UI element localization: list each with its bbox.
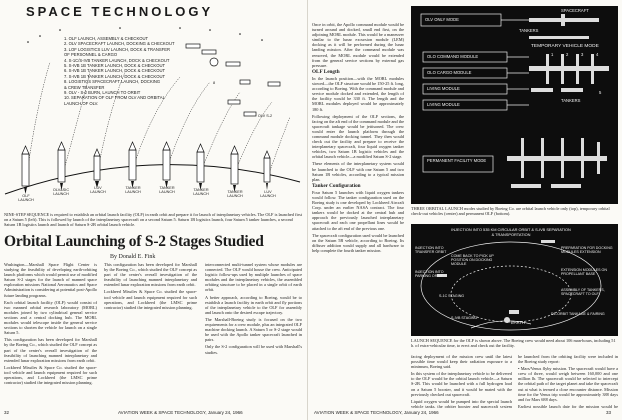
paragraph: A better approach, according to Boeing, would be to establish a launch facility in earth orbit and fly portions of the interplanetary vehicle to the OLF for assembly and launch onto the desired escape trajectory. — [205, 294, 302, 315]
mode-label: PERMANENT FACILITY MODE — [427, 158, 487, 163]
orbit-label: S-IVB STAGING — [451, 316, 478, 320]
orbit-label: OLV S-2 — [257, 114, 273, 118]
launcher-label: LUV LAUNCH — [260, 190, 276, 199]
article-column-2 — [104, 262, 197, 406]
launcher-label: LUV LAUNCH — [90, 186, 106, 195]
article-column-5 — [411, 354, 512, 408]
diagram-legend — [64, 36, 175, 106]
legend-line: 9. OLV - S-2 BURN, LAUNCH TO ORBIT — [64, 90, 141, 96]
launcher-label: TANKER LAUNCH — [227, 190, 243, 199]
mode-label: OLV ONLY MODE — [425, 17, 459, 22]
paragraph: • Mars/Venus flyby mission. The spacecraft would have a crew of three, would weigh between 160,000 and one million lb. The spacecraft would be selected to intercept the orbital path of the target planet and take the spacecraft out at what is termed a close encounter distance. Mission time for the Venus trip would be approximately 388 days and for Mars 688 days. — [518, 366, 618, 402]
legend-line: & CREW TRANSFER — [64, 84, 105, 90]
mode-number: 4 — [596, 52, 599, 57]
orbit-label: INJECTION INTO TRANSFER ORBIT — [415, 246, 447, 254]
orbit-label: EARTH — [511, 320, 526, 325]
mode-label: OLO COMMAND MODULE — [427, 54, 479, 59]
mode-label: OLO CARGO MODULE — [427, 70, 472, 75]
legend-line: LAUNCH OF OLV. — [64, 100, 99, 106]
article-column-3 — [205, 262, 302, 406]
launch-sequence-caption: LAUNCH SEQUENCE for the OLF is shown above. The Boeing crew would need about 106 man-hours, including 51 h. of extra-vehicular time, to erect and check out the facility. — [411, 338, 616, 348]
launcher-label: TANKER LAUNCH — [193, 188, 209, 197]
orbit-label: INJECTION INTO 535 KM CIRCULAR ORBIT & S-IVB SEPARATION & TRANSPORTATION — [451, 227, 571, 237]
mode-label: TANKERS — [519, 28, 539, 33]
article-headline: Orbital Launching of S-2 Stages Studied — [4, 233, 264, 250]
paragraph: This configuration has been developed for Marshall by the Boeing Co., which studied the OLF concept as part of the center's overall investigation of the feasibility of launching manned interplanetary and extended lunar exploration missions from earth orbit. — [4, 337, 97, 363]
mode-number: 2 — [566, 52, 569, 57]
paragraph: Liquid oxygen would be pumped into the special launch vehicle tanks, the orbiter booster and spacecraft system — [411, 398, 512, 408]
paragraph: In the launch position—with the MORL modules stowed—the OLF structure would be 150-25 ft. long, according to Boeing. With the command module and service module docked and extended, the length of the facility would be 330 ft. The length and the MORL modules deployed would be approximately 180 ft. — [312, 75, 404, 112]
article-column-1 — [4, 262, 97, 406]
paragraph: Each orbital launch facility (OLF) would consist of two manned orbital research laboratory (MORL) modules joined by two cylindrical general service sections and a central docking hub. The MORL modules would telescope inside the general service sections to shorten the vehicle for launch on a single Saturn 5. — [4, 299, 97, 336]
legend-line: 1. OLF LAUNCH, ASSEMBLY & CHECKOUT — [64, 36, 149, 41]
orbit-label: EXTENSION MODULES ON PROPELLANT BASE — [561, 268, 607, 276]
mode-label: TEMPORARY VEHICLE MODE — [531, 44, 599, 49]
footer-right: AVIATION WEEK & SPACE TECHNOLOGY, January 24, 1966 — [314, 410, 439, 415]
article-column-6 — [518, 354, 618, 408]
orbit-label: COME BACK TO PICK UP POSITION ON DOCKING MODULE — [451, 254, 494, 266]
subhead: OLF Length — [312, 68, 340, 75]
footer-left: AVIATION WEEK & SPACE TECHNOLOGY, January 24, 1966 — [118, 410, 243, 415]
orbit-label: INJECTION INTO PARKING ORBIT — [415, 270, 444, 278]
article-byline: By Donald E. Fink — [110, 254, 156, 260]
paragraph: In this system of the interplanetary vehicle to be delivered to the OLF would be the orbital launch vehicle—a Saturn S-2B. This would be launched with a full hydrogen load on a Saturn 5 booster, and it would be mated with the previously checked out spacecraft. — [411, 371, 512, 397]
section-title: SPACE TECHNOLOGY — [26, 4, 214, 19]
mode-label: SPACECRAFT — [561, 8, 589, 13]
orbit-label: DE-ORBIT TANKAGE & FAIRING — [551, 312, 605, 316]
page-number-left: 32 — [4, 410, 10, 415]
paragraph: Only the S-2 configuration will be used with Marshall's studies. — [205, 344, 302, 355]
legend-line: 4. S-1C/S-IVB TANKER LAUNCH, DOCK & CHECKOUT — [64, 57, 170, 63]
paragraph: Lockheed Missiles & Space Co. studied the space-tool vehicle and launch equipment required for such operations, and Lockheed (the LMSC prime contractor) studied the integrated mission planning. — [104, 289, 197, 310]
launch-sequence-diagram — [0, 22, 305, 217]
orbit-number: 8 — [212, 81, 216, 85]
legend-line: 10. SEPARATION OF OLF FROM OLV AND ORBITAL — [64, 95, 165, 101]
orbital-modes-diagram — [411, 6, 618, 204]
paragraph: Washington—Marshall Space Flight Center is studying the feasibility of developing earth-orbiting launch platforms which would permit use of modified Saturn S-2 stages for the launch of manned space exploration missions National Aeronautics and Space Administration is considering at potential post-Apollo future landing programs. — [4, 262, 97, 298]
orbit-label: S-1C STAGING — [439, 294, 465, 298]
paragraph: The Marshall-Boeing study is focused on the two requirements for a crew module, plus an integrated OLF machine docking launch. A Saturn 5 or S-2 stage would be used with the Apollo tanker spacecraft launched in pairs. — [205, 316, 302, 343]
launcher-label: TANKER LAUNCH — [125, 186, 141, 195]
legend-line: OF PERSONNEL & CARGO — [64, 52, 118, 58]
legend-line: 5. S-IVB 1B TANKER LAUNCH, DOCK & CHECKOUT — [64, 63, 166, 69]
paragraph: facing deployment of the mission crew until the latest possible time would keep their radiation exposure to a minimum, Boeing said. — [411, 354, 512, 370]
mode-number: 3 — [581, 52, 584, 57]
launch-sequence-orbit-diagram — [411, 224, 618, 336]
mode-number: 5 — [599, 90, 602, 95]
mode-label: LIVING MODULE — [427, 86, 460, 91]
orbit-label: ASSEMBLY OF TANKERS, SPACECRAFT TO OLF — [561, 288, 605, 296]
page-gutter — [307, 0, 308, 420]
paragraph: be launched from the orbiting facility were included in the Boeing study report: — [518, 354, 618, 365]
mode-label: TANKERS — [561, 98, 581, 103]
legend-line: 2. OLV SPACECRAFT LAUNCH, DOCKING & CHECKOUT — [64, 41, 175, 47]
paragraph: Four Saturn 5 launches with liquid oxygen tankers would follow. The tanker configuration used on the Boeing study is one developed by Lockheed Aircraft Corp. under an earlier NASA contract. The four tankers would be docked at the central hub and approach the previously launched interplanetary spacecraft and each one propellant lines would be attached to the aft end of the previous one. — [312, 189, 404, 231]
subhead: Tanker Configuration — [312, 182, 361, 189]
launcher-label: OLV&SIC LAUNCH — [52, 188, 70, 197]
paragraph: The spacecraft configuration used would be launched on the Saturn 5B vehicle, according to Boeing. Its diffuser addition would supply and all hardware to help complete the fourth tanker mission. — [312, 232, 404, 253]
paragraph: Earliest possible launch date for the mission would be — [518, 403, 618, 408]
orbital-modes-caption: THREE ORBITAL LAUNCH modes studied by Boeing Co. are orbital launch vehicle only (top), temporary orbital check-out vehicles (center) and permanent OLF (bottom). — [411, 206, 610, 216]
paragraph: These elements of the interplanetary system would be launched to the OLF with one Saturn 5 and two Saturn 1B vehicles, according to a typical mission plan. — [312, 161, 404, 182]
legend-line: 3. LOF LOGISTICS LUV LAUNCH, DOCK & TRANSFER — [64, 46, 171, 52]
paragraph: Lockheed Missiles & Space Co. studied the space-tool vehicle and launch equipment required for such operations, and Lockheed (the LMSC prime contractor) studied the integrated mission planning. — [4, 364, 97, 386]
page-number-right: 33 — [606, 410, 612, 415]
mode-label: LIVING MODULE — [427, 102, 460, 107]
launcher-label: OLF LAUNCH — [18, 194, 34, 203]
paragraph: Following deployment of the OLF sections, the facing on the aft end of the command module and the spacecraft tankage would be jettisoned. The crew would enter the launch platform through the command module docking tunnel. They then would check out the facility and prepare to receive the interplanetary spacecraft, four liquid oxygen tanker vehicles, two Saturn 1B logistic vehicles and the orbital launch vehicle—a modified Saturn S-2 stage. — [312, 113, 404, 160]
diagram-caption: NINE-STEP SEQUENCE is required to establish an orbital launch facility (OLF) in earth orbit and prepare it for launch of interplanetary vehicles. The OLF is launched first on a Saturn 5 (left). This is followed by launch of the interplanetary spacecraft on a second Saturn 5. Saturn 1B logistics launch, four Saturn 5 tanker launches, a second Saturn 1B logistics launch and launch of Saturn S-2B orbital launch vehicle. — [4, 212, 302, 227]
legend-line: 7. S-IVB 1B TANKER LAUNCH, DOCK & CHECKOUT — [64, 73, 166, 79]
article-column-4 — [312, 22, 404, 406]
paragraph: This configuration has been developed for Marshall by the Boeing Co., which studied the OLF concept as part of the center's overall investigation of the feasibility of launching manned interplanetary and extended lunar exploration missions from earth orbit. — [104, 262, 197, 288]
paragraph: Once in orbit, the Apollo command module would be turned around and docked, small end first, on the adjoining MORL module. This would be a maneuver similar to the lunar excursion module (LEM) docking as it will be performed during the lunar landing mission. After the command module was removed, the MORL module would be extended from the general service sections by external gas pressure. — [312, 22, 404, 68]
legend-line: 6. S-IVB 1B TANKER LAUNCH, DOCK & CHECKOUT — [64, 68, 166, 74]
mode-number: 1 — [551, 52, 554, 57]
launcher-label: TANKER LAUNCH — [159, 186, 175, 195]
orbit-label: PREPARATION FOR DOCKING MODULES EXTENSION — [561, 246, 613, 254]
paragraph: interconnected multi-tunnel system whose modules are connected. The OLF would house the crew. Anticipated logistic follow-ups used by multiple launches of space modules and the interplanetary vehicles, the assembled orbiting structure to be placed in a single orbit of earth orbit. — [205, 262, 302, 293]
legend-line: 8. LOGISTICS SPACECRAFT LAUNCH, DOCKING — [64, 79, 161, 85]
